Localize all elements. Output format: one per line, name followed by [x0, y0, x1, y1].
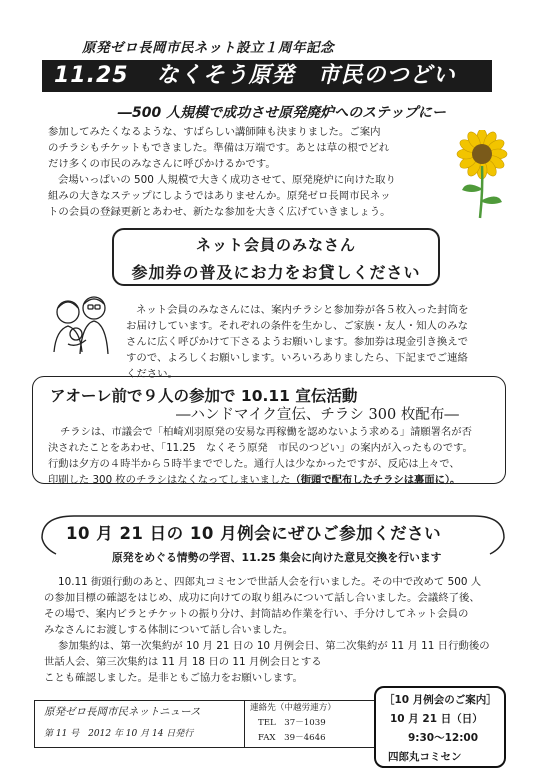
activity-heading: アオーレ前で９人の参加で 10.11 宣伝活動	[50, 387, 358, 405]
meeting-line: 参加集約は、第一次集約が 10 月 21 日の 10 月例会日、第二次集約が 11 月 11 日行動後の	[58, 640, 490, 652]
meeting-line: の参加目標の確認をはじめ、成功に向けての取り組みについて話し合いました。会議終了後、	[44, 592, 480, 604]
intro-line: トの会員の登録更新とあわせ、新たな参加を大きく広げていきましょう。	[48, 206, 391, 218]
footer-divider	[244, 700, 245, 748]
info-time: 9:30～12:00	[408, 732, 479, 744]
meeting-line: その場で、案内ビラとチケットの振り分け、封筒詰め作業を行い、手分けしてネット会員の	[44, 608, 469, 620]
meeting-subheading: 原発をめぐる情勢の学習、11.25 集会に向けた意見交換を行います	[112, 551, 442, 564]
activity-line: 決されたことをあわせ、「11.25 なくそう原発 市民のつどい」の案内が入ったものです。	[48, 442, 473, 454]
pre-title: 原発ゼロ長岡市民ネット設立１周年記念	[82, 40, 334, 56]
activity-line: 行動は夕方の４時半から５時半まででした。通行人は少なかったですが、反応は上々で、	[48, 458, 460, 470]
intro-line: 会場いっぱいの 500 人規模で大きく成功させて、原発廃炉に向けた取り	[58, 174, 396, 186]
subtitle: ―500 人規模で成功させ原発廃炉へのステップにー	[118, 105, 446, 121]
member-line: ください。	[126, 368, 178, 380]
activity-line-text: 印刷した 300 枚のチラシはなくなってしまいました	[48, 474, 291, 486]
issue-info: 第 11 号 2012 年 10 月 14 日発行	[44, 729, 194, 739]
contact-fax: FAX 39－4646	[258, 733, 326, 743]
member-line: お届けしています。それぞれの条件を生かし、ご家族・友人・知人のみな	[126, 320, 469, 332]
contact-label: 連絡先（中越労連方）	[250, 703, 336, 713]
member-line: すので、よろしくお願いします。いろいろありましたら、下記までご連絡	[126, 352, 468, 364]
meeting-line: 世話人会、第三次集約は 11 月 18 日の 11 月例会日とする	[44, 656, 322, 668]
intro-line: 参加してみたくなるような、すばらしい講師陣も決まりました。ご案内	[48, 126, 381, 138]
intro-line: のチラシもチケットもできました。準備は万端です。あとは草の根でどれ	[48, 142, 390, 154]
info-date: 10 月 21 日（日）	[390, 713, 483, 725]
meeting-info-box	[374, 686, 506, 768]
meeting-line: みなさんにお渡しする体制について話し合いました。	[44, 624, 294, 636]
member-callout-box	[112, 228, 440, 286]
event-banner	[42, 60, 492, 92]
member-subheading: 参加券の普及にお力をお貸しください	[131, 263, 421, 282]
meeting-line: 10.11 街頭行動のあと、四郎丸コミセンで世話人会を行いました。その中で改めて 500 人	[58, 576, 482, 588]
contact-tel: TEL 37－1039	[258, 718, 326, 728]
activity-note: （街頭で配布したチラシは裏面に）。	[290, 474, 461, 486]
activity-line: チラシは、市議会で「柏崎刈羽原発の安易な再稼働を認めないよう求める」請願署名が否	[60, 426, 472, 438]
activity-subheading: ―ハンドマイク宣伝、チラシ 300 枚配布―	[176, 407, 459, 423]
sunflower-icon	[452, 130, 512, 220]
info-title: ［10 月例会のご案内］	[384, 694, 497, 706]
newsletter-title: 原発ゼロ長岡市民ネットニュース	[44, 706, 201, 718]
meeting-heading: 10 月 21 日の 10 月例会にぜひご参加ください	[66, 524, 442, 543]
banner-date: 11.25	[54, 63, 129, 88]
member-line: さんに広く呼びかけて下さるようお願いします。参加券は現金引き換えで	[126, 336, 469, 348]
info-place: 四郎丸コミセン	[388, 751, 462, 763]
banner-text: なくそう原発 市民のつどい	[156, 63, 456, 88]
meeting-line: ことも確認しました。是非ともご協力をお願いします。	[44, 672, 303, 684]
family-illustration-icon	[44, 290, 116, 358]
intro-line: 組みの大きなステップにしようではありませんか。原発ゼロ長岡市民ネッ	[48, 190, 391, 202]
member-line: ネット会員のみなさんには、案内チラシと参加券が各５枚入った封筒を	[136, 304, 469, 316]
activity-line	[48, 472, 460, 488]
member-heading: ネット会員のみなさん	[195, 236, 356, 254]
intro-line: だけ多くの市民のみなさんに呼びかけるかです。	[48, 158, 276, 170]
